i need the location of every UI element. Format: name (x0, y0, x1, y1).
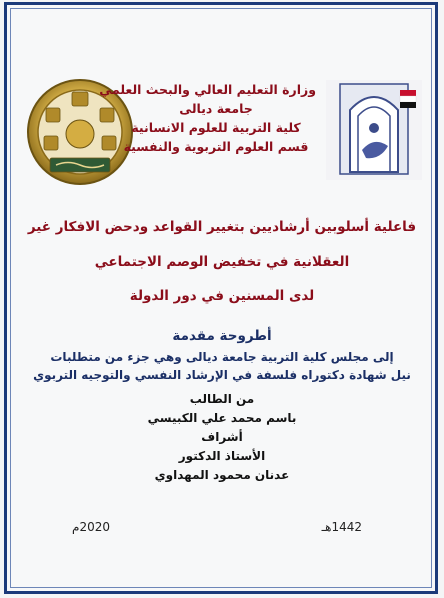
department-name: قسم العلوم التربوية والنفسية (123, 139, 309, 154)
title-line-3: لدى المسنين في دور الدولة (129, 288, 315, 304)
supervisor-title: الأستاذ الدكتور (178, 449, 266, 463)
from-label: من الطالب (189, 392, 255, 406)
university-name: جامعة ديالى (179, 101, 253, 116)
gregorian-date: 2020م (72, 520, 110, 534)
supervision-label: أشراف (201, 430, 243, 444)
institution-header (99, 80, 316, 156)
thesis-line-1: إلى مجلس كلية التربية جامعة ديالى وهي جزء من متطلبات (50, 350, 394, 364)
college-name: كلية التربية للعلوم الانسانية (131, 120, 301, 135)
thesis-heading: أطروحة مقدمة (172, 328, 272, 344)
thesis-line-2: نيل شهادة دكتوراه فلسفة في الإرشاد النفسي والتوجيه التربوي (33, 368, 411, 382)
college-emblem-logo (326, 80, 422, 180)
supervisor-name: عدنان محمود المهداوي (154, 468, 290, 482)
ministry-name: وزارة التعليم العالي والبحث العلمي (99, 82, 316, 97)
thesis-title (20, 218, 424, 304)
hijri-date: 1442هـ (321, 520, 362, 534)
thesis-statement (20, 328, 424, 382)
title-line-1: فاعلية أسلوبين أرشاديين بتغيير القواعد ودحض الافكار غير (27, 219, 417, 235)
author-block (20, 390, 424, 485)
student-name: باسم محمد علي الكبيسي (147, 411, 297, 425)
title-line-2: العقلانية في تخفيض الوصم الاجتماعي (94, 254, 350, 270)
